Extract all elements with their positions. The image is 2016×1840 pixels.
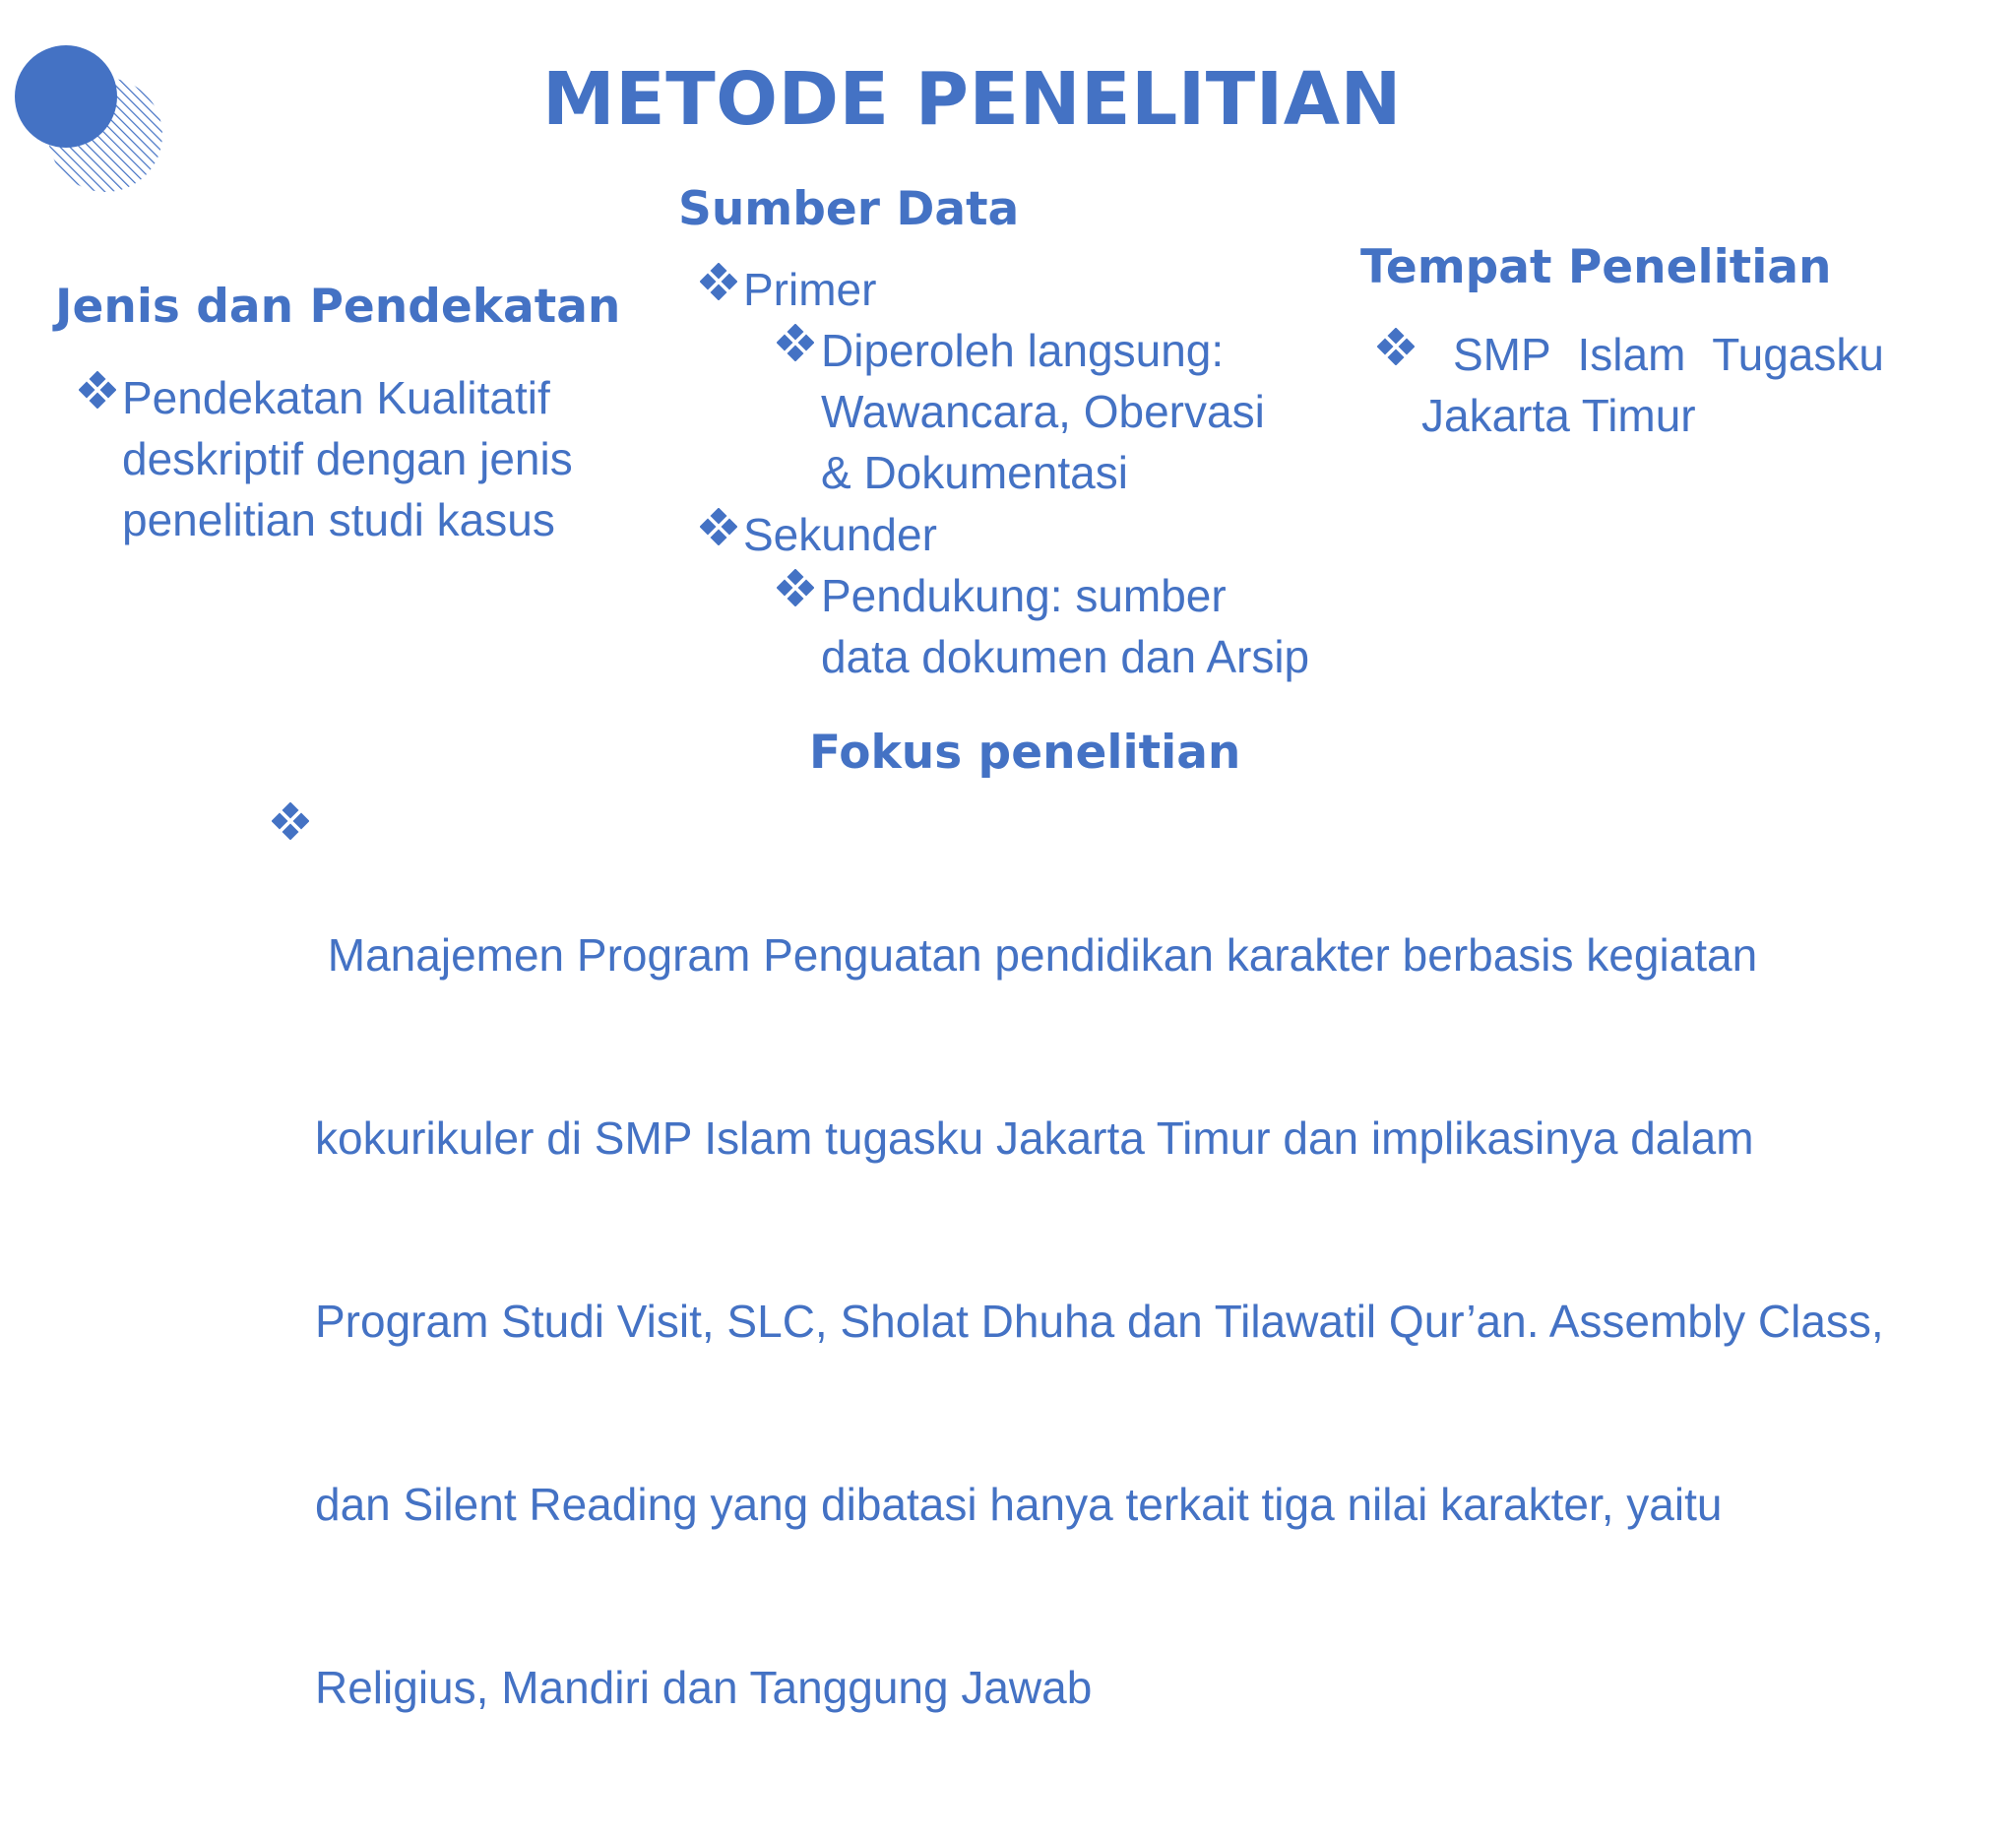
sekunder-sub-line: data dokumen dan Arsip [821, 631, 1310, 682]
tempat-item [1421, 324, 1884, 446]
diamond-dots-icon [1377, 328, 1415, 365]
jenis-item-line: penelitian studi kasus [122, 494, 555, 545]
fokus-item-line: Program Studi Visit, SLC, Sholat Dhuha dan Tilawatil Qur’an. Assembly Class, [315, 1296, 1884, 1347]
primer-label: Primer [743, 264, 877, 315]
sumber-heading: Sumber Data [678, 182, 1020, 236]
jenis-item-line: deskriptif dengan jenis [122, 433, 573, 484]
fokus-item-line: Manajemen Program Penguatan pendidikan karakter berbasis kegiatan [315, 929, 1758, 981]
primer-sub-line: & Dokumentasi [821, 447, 1128, 498]
primer-sub-item [821, 320, 1265, 503]
primer-sub-line: Wawancara, Obervasi [821, 386, 1265, 437]
primer-sub-line: Diperoleh langsung: [821, 325, 1225, 376]
tempat-item-line: Jakarta Timur [1421, 390, 1696, 441]
tempat-word: Islam [1577, 329, 1686, 380]
sekunder-sub-line: Pendukung: sumber [821, 570, 1227, 621]
fokus-heading: Fokus penelitian [809, 726, 1241, 780]
decorative-circles-icon [0, 0, 177, 207]
tempat-word: Tugasku [1712, 329, 1884, 380]
sekunder-label: Sekunder [743, 509, 937, 560]
fokus-item [315, 802, 1884, 1840]
diamond-dots-icon [777, 569, 814, 606]
diamond-dots-icon [777, 324, 814, 361]
diamond-dots-icon [700, 508, 737, 545]
slide-title: METODE PENELITIAN [542, 57, 1402, 142]
fokus-item-line: dan Silent Reading yang dibatasi hanya terkait tiga nilai karakter, yaitu [315, 1479, 1723, 1530]
diamond-dots-icon [272, 802, 309, 840]
tempat-item-line [1421, 324, 1884, 385]
jenis-item-line: Pendekatan Kualitatif [122, 372, 550, 423]
fokus-item-line: Religius, Mandiri dan Tanggung Jawab [315, 1662, 1093, 1713]
jenis-item [122, 367, 573, 550]
tempat-word: SMP [1453, 329, 1551, 380]
fokus-item-line: kokurikuler di SMP Islam tugasku Jakarta Timur dan implikasinya dalam [315, 1112, 1754, 1164]
diamond-dots-icon [79, 371, 116, 409]
sekunder-sub-item [821, 565, 1309, 687]
tempat-heading: Tempat Penelitian [1360, 240, 1832, 294]
jenis-heading: Jenis dan Pendekatan [55, 280, 621, 334]
diamond-dots-icon [700, 263, 737, 300]
